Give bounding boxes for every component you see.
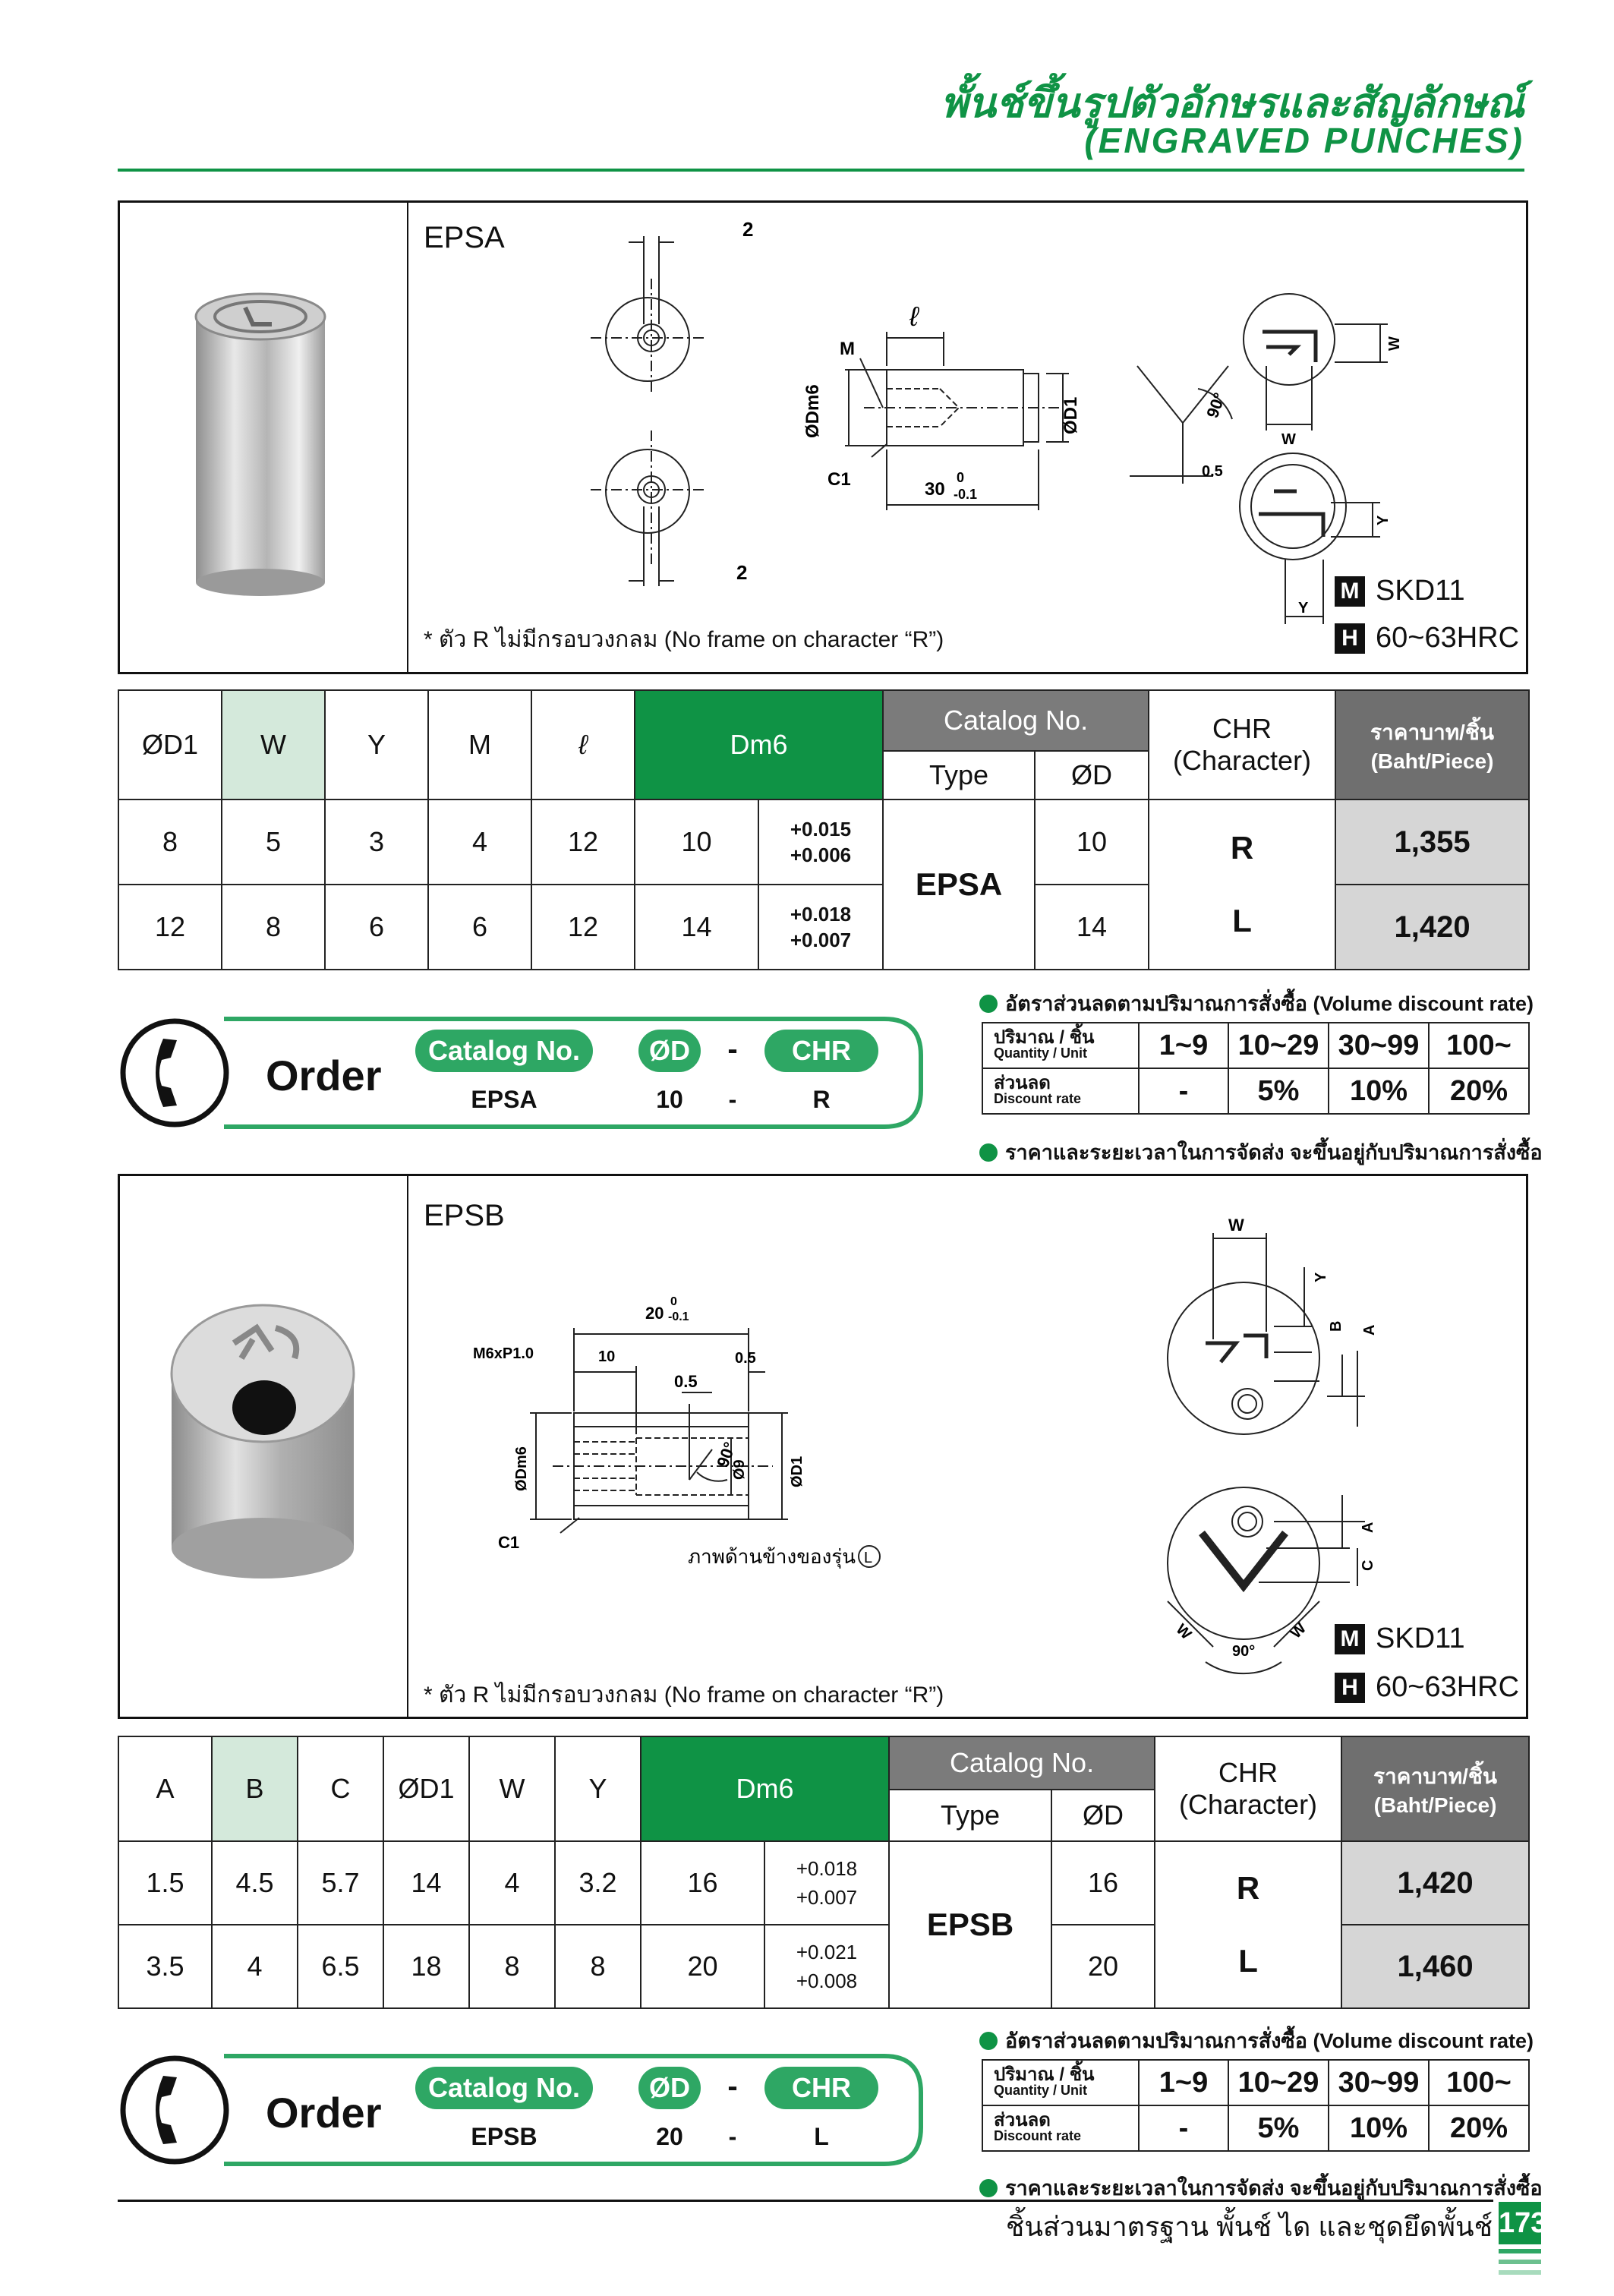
cell-y: 3.2 [555, 1841, 641, 1925]
tol-upper: +0.021 [796, 1941, 858, 1963]
epsa-delivery-note [979, 1136, 1543, 1168]
chr-r: R [1230, 830, 1254, 866]
cell-w: 5 [222, 800, 325, 885]
cell-a: 1.5 [118, 1841, 212, 1925]
header-b: B [212, 1736, 298, 1841]
cell-od1: 14 [383, 1841, 469, 1925]
epsa-dim-offset: 0.5 [1202, 463, 1223, 480]
order-value-catalog: EPSA [471, 1086, 537, 1113]
disc-en: Discount rate [994, 1091, 1082, 1106]
cell-c: 5.7 [298, 1841, 383, 1925]
order-pill-od: ØD [638, 2067, 701, 2109]
order-label: Order [266, 1052, 382, 1099]
tol-upper: +0.015 [790, 818, 852, 840]
order-value-dash: - [728, 1086, 737, 1113]
disc-label [982, 2105, 1139, 2151]
epsb-model-code: EPSB [424, 1199, 505, 1232]
epsa-dim-c1: C1 [827, 469, 851, 490]
delivery-note-text: ราคาและระยะเวลาในการจัดส่ง จะขึ้นอยู่กับปริมาณการสั่งซื้อ [1005, 1141, 1543, 1164]
disc-th: ส่วนลด [994, 1073, 1051, 1093]
epsb-dim-angle-char: 90° [1232, 1643, 1256, 1660]
cell-chr [1155, 1841, 1341, 2008]
cell-od1: 12 [118, 885, 222, 970]
cell-price: 1,355 [1335, 800, 1529, 885]
epsb-dim-w-right: W [1287, 1620, 1310, 1642]
discount-title-text: อัตราส่วนลดตามปริมาณการสั่งซื้อ (Volume discount rate) [1005, 2030, 1534, 2052]
order-value-chr: L [814, 2123, 829, 2150]
header-dm6: Dm6 [641, 1736, 889, 1841]
epsb-dim-angle: 90° [713, 1439, 740, 1470]
price-label: ราคาบาท/ชิ้น [1373, 1765, 1498, 1788]
cell-w: 8 [469, 1925, 555, 2008]
epsa-note: * ตัว R ไม่มีกรอบวงกลม (No frame on character “R”) [424, 627, 944, 652]
epsa-dim-2-bottom: 2 [736, 561, 748, 584]
epsa-dim-w-right: W [1386, 336, 1403, 351]
epsa-material [1335, 575, 1465, 607]
disc-en: Discount rate [994, 2128, 1082, 2143]
chr-label: CHR [1218, 1757, 1278, 1788]
epsb-dim-y: Y [1313, 1272, 1329, 1282]
header-divider [118, 169, 1524, 172]
epsb-dim-a-bottom: A [1360, 1522, 1376, 1533]
material-m-badge: M [1335, 576, 1365, 607]
cell-od: 14 [1035, 885, 1149, 970]
epsa-order-box [118, 1016, 924, 1130]
epsb-dim-10: 10 [598, 1348, 616, 1365]
tol-upper: +0.018 [790, 903, 852, 926]
header-chr [1149, 690, 1335, 800]
chr-l: L [1238, 1943, 1258, 1979]
rate-2: 5% [1228, 1068, 1329, 1114]
cell-price: 1,420 [1335, 885, 1529, 970]
cell-od: 20 [1051, 1925, 1155, 2008]
delivery-note-text: ราคาและระยะเวลาในการจัดส่ง จะขึ้นอยู่กับปริมาณการสั่งซื้อ [1005, 2177, 1543, 2200]
epsb-product-photo [120, 1176, 408, 1717]
epsb-side-view-l-badge: L [864, 1550, 873, 1566]
table-row [118, 800, 1529, 885]
epsb-drawing-panel [118, 1174, 1528, 1719]
epsa-dim-w-bottom: W [1281, 431, 1296, 448]
qty-en: Quantity / Unit [994, 1046, 1087, 1061]
order-value-chr: R [812, 1086, 831, 1113]
order-pill-od: ØD [638, 1030, 701, 1072]
chr-label: CHR [1212, 713, 1272, 744]
epsa-tol-up: 0 [957, 470, 965, 485]
hardness-value: 60~63HRC [1376, 1671, 1520, 1703]
cell-dm6: 16 [641, 1841, 764, 1925]
qty-3: 30~99 [1329, 2060, 1429, 2105]
header-w: W [222, 690, 325, 800]
epsb-dim-w-left: W [1172, 1620, 1195, 1643]
qty-3: 30~99 [1329, 1023, 1429, 1068]
cell-dm6: 20 [641, 1925, 764, 2008]
qty-2: 10~29 [1228, 2060, 1329, 2105]
qty-th: ปริมาณ / ชิ้น [994, 2064, 1095, 2085]
header-type: Type [889, 1790, 1051, 1841]
bullet-icon [979, 2179, 998, 2197]
table-row [118, 1841, 1529, 1925]
order-pill-chr: CHR [764, 2067, 878, 2109]
rate-3: 10% [1329, 2105, 1429, 2151]
cell-dm6: 14 [635, 885, 758, 970]
qty-4: 100~ [1429, 2060, 1529, 2105]
epsb-discount-table [982, 2059, 1530, 2152]
header-od1: ØD1 [383, 1736, 469, 1841]
phone-icon [123, 2058, 226, 2162]
header-w: W [469, 1736, 555, 1841]
cell-price: 1,420 [1341, 1841, 1529, 1925]
price-unit: (Baht/Piece) [1373, 1793, 1497, 1817]
page-title-thai: พั้นช์ขึ้นรูปตัวอักษรและสัญลักษณ์ [941, 80, 1524, 126]
header-od1: ØD1 [118, 690, 222, 800]
hardness-h-badge: H [1335, 1673, 1365, 1703]
page-title-english: (ENGRAVED PUNCHES) [1084, 121, 1524, 160]
header-a: A [118, 1736, 212, 1841]
epsb-tol-dn: -0.1 [668, 1310, 689, 1323]
material-value: SKD11 [1376, 575, 1465, 607]
chr-l: L [1232, 903, 1252, 938]
chr-sub-label: (Character) [1173, 745, 1312, 776]
cell-w: 4 [469, 1841, 555, 1925]
phone-icon [123, 1021, 226, 1124]
cell-price: 1,460 [1341, 1925, 1529, 2008]
header-y: Y [325, 690, 428, 800]
cell-y: 6 [325, 885, 428, 970]
epsb-tol-up: 0 [670, 1295, 677, 1308]
price-unit: (Baht/Piece) [1370, 749, 1494, 773]
qty-label [982, 2060, 1139, 2105]
material-m-badge: M [1335, 1624, 1365, 1654]
cell-w: 8 [222, 885, 325, 970]
cell-tolerance [764, 1841, 889, 1925]
epsb-order-box [118, 2053, 924, 2167]
epsa-model-code: EPSA [424, 221, 505, 254]
epsa-dim-angle: 90° [1203, 390, 1230, 421]
cell-od1: 8 [118, 800, 222, 885]
material-value: SKD11 [1376, 1623, 1465, 1654]
bullet-icon [979, 995, 998, 1013]
cell-c: 6.5 [298, 1925, 383, 2008]
cell-tolerance [758, 800, 883, 885]
order-dash: - [727, 1033, 738, 1066]
header-c: C [298, 1736, 383, 1841]
epsb-hardness [1335, 1671, 1519, 1704]
epsb-dim-c: C [1360, 1560, 1376, 1571]
epsb-dim-dm6: ØDm6 [513, 1446, 530, 1491]
order-value-od: 10 [656, 1086, 683, 1113]
qty-label [982, 1023, 1139, 1068]
header-catalog-no: Catalog No. [883, 690, 1149, 751]
cell-type: EPSB [889, 1841, 1051, 2008]
header-dm6: Dm6 [635, 690, 883, 800]
cell-type: EPSA [883, 800, 1035, 970]
tol-lower: +0.007 [796, 1886, 858, 1909]
footer-text: ชิ้นส่วนมาตรฐาน พั้นช์ ได และชุดยึดพั้นช์ [1005, 2211, 1493, 2242]
qty-en: Quantity / Unit [994, 2083, 1087, 2098]
epsa-hardness [1335, 622, 1519, 654]
epsa-dim-dm6: ØDm6 [802, 384, 823, 438]
epsb-spec-table [118, 1736, 1530, 2009]
epsa-dim-ell: ℓ [909, 301, 919, 332]
order-pill-catalog: Catalog No. [415, 1030, 593, 1072]
header-od: ØD [1035, 751, 1149, 800]
epsb-dim-d9: Ø9 [731, 1459, 748, 1480]
rate-4: 20% [1429, 1068, 1529, 1114]
order-pill-chr: CHR [764, 1030, 878, 1072]
cell-dm6: 10 [635, 800, 758, 885]
header-y: Y [555, 1736, 641, 1841]
epsa-tol-dn: -0.1 [954, 487, 978, 502]
order-value-od: 20 [656, 2123, 683, 2150]
tol-lower: +0.007 [790, 929, 852, 951]
epsa-discount-table [982, 1022, 1530, 1115]
epsb-dim-b: B [1328, 1320, 1344, 1332]
cell-chr [1149, 800, 1335, 970]
disc-th: ส่วนลด [994, 2110, 1051, 2130]
page-tab-stripe [1499, 2270, 1541, 2275]
cell-m: 4 [428, 800, 531, 885]
order-value-dash: - [728, 2123, 737, 2150]
epsb-note: * ตัว R ไม่มีกรอบวงกลม (No frame on character “R”) [424, 1683, 944, 1708]
qty-th: ปริมาณ / ชิ้น [994, 1027, 1095, 1048]
header-price [1341, 1736, 1529, 1841]
page-tab-stripe [1499, 2260, 1541, 2264]
cell-od1: 18 [383, 1925, 469, 2008]
rate-2: 5% [1228, 2105, 1329, 2151]
qty-1: 1~9 [1139, 2060, 1228, 2105]
epsb-dim-05-angle: 0.5 [674, 1372, 698, 1391]
qty-4: 100~ [1429, 1023, 1529, 1068]
cell-y: 8 [555, 1925, 641, 2008]
header-m: M [428, 690, 531, 800]
order-label: Order [266, 2089, 382, 2137]
epsa-discount-title [979, 987, 1534, 1020]
tol-lower: +0.008 [796, 1970, 858, 1992]
header-catalog-no: Catalog No. [889, 1736, 1155, 1790]
cell-od: 16 [1051, 1841, 1155, 1925]
price-label: ราคาบาท/ชิ้น [1370, 721, 1495, 744]
header-type: Type [883, 751, 1035, 800]
cell-od: 10 [1035, 800, 1149, 885]
header-ell: ℓ [531, 690, 635, 800]
cell-b: 4.5 [212, 1841, 298, 1925]
cell-b: 4 [212, 1925, 298, 2008]
chr-r: R [1236, 1870, 1260, 1906]
rate-1: - [1139, 2105, 1228, 2151]
cell-ell: 12 [531, 800, 635, 885]
epsb-side-view-label: ภาพด้านข้างของรุ่น [688, 1545, 856, 1568]
epsa-dim-30: 30 [925, 479, 945, 500]
epsa-drawing-panel [118, 200, 1528, 674]
rate-3: 10% [1329, 1068, 1429, 1114]
hardness-h-badge: H [1335, 623, 1365, 654]
cell-tolerance [764, 1925, 889, 2008]
epsb-dim-thread: M6xP1.0 [473, 1345, 534, 1362]
order-pill-catalog: Catalog No. [415, 2067, 593, 2109]
cell-ell: 12 [531, 885, 635, 970]
epsb-dim-w-top: W [1228, 1216, 1244, 1235]
header-chr [1155, 1736, 1341, 1841]
rate-1: - [1139, 1068, 1228, 1114]
disc-label [982, 1068, 1139, 1114]
page-number: 173 [1499, 2202, 1541, 2244]
epsa-product-photo [120, 203, 408, 672]
epsa-dim-2-top: 2 [742, 218, 754, 241]
epsa-spec-table [118, 689, 1530, 970]
epsb-dim-d1: ØD1 [789, 1456, 805, 1487]
epsb-discount-title [979, 2024, 1534, 2057]
header-od: ØD [1051, 1790, 1155, 1841]
hardness-value: 60~63HRC [1376, 622, 1520, 654]
rate-4: 20% [1429, 2105, 1529, 2151]
bullet-icon [979, 1143, 998, 1162]
epsb-dim-20: 20 [645, 1304, 664, 1323]
discount-title-text: อัตราส่วนลดตามปริมาณการสั่งซื้อ (Volume discount rate) [1005, 992, 1534, 1015]
cell-y: 3 [325, 800, 428, 885]
qty-1: 1~9 [1139, 1023, 1228, 1068]
order-value-catalog: EPSB [471, 2123, 537, 2150]
header-price [1335, 690, 1529, 800]
epsa-dim-m: M [840, 339, 855, 359]
epsb-dim-a-top: A [1361, 1324, 1378, 1336]
page-tab-stripe [1499, 2249, 1541, 2253]
epsa-dim-y-right: Y [1375, 515, 1392, 525]
order-dash: - [727, 2070, 738, 2103]
epsb-dim-c1: C1 [498, 1533, 520, 1552]
bullet-icon [979, 2032, 998, 2050]
epsb-material [1335, 1623, 1465, 1655]
cell-a: 3.5 [118, 1925, 212, 2008]
epsa-dim-y-bottom: Y [1298, 600, 1309, 617]
cell-m: 6 [428, 885, 531, 970]
epsb-dim-05-side: 0.5 [735, 1350, 756, 1367]
tol-lower: +0.006 [790, 844, 852, 866]
tol-upper: +0.018 [796, 1857, 858, 1880]
epsa-dim-d1: ØD1 [1061, 396, 1081, 434]
footer-divider [118, 2200, 1493, 2202]
cell-tolerance [758, 885, 883, 970]
chr-sub-label: (Character) [1179, 1789, 1318, 1820]
qty-2: 10~29 [1228, 1023, 1329, 1068]
